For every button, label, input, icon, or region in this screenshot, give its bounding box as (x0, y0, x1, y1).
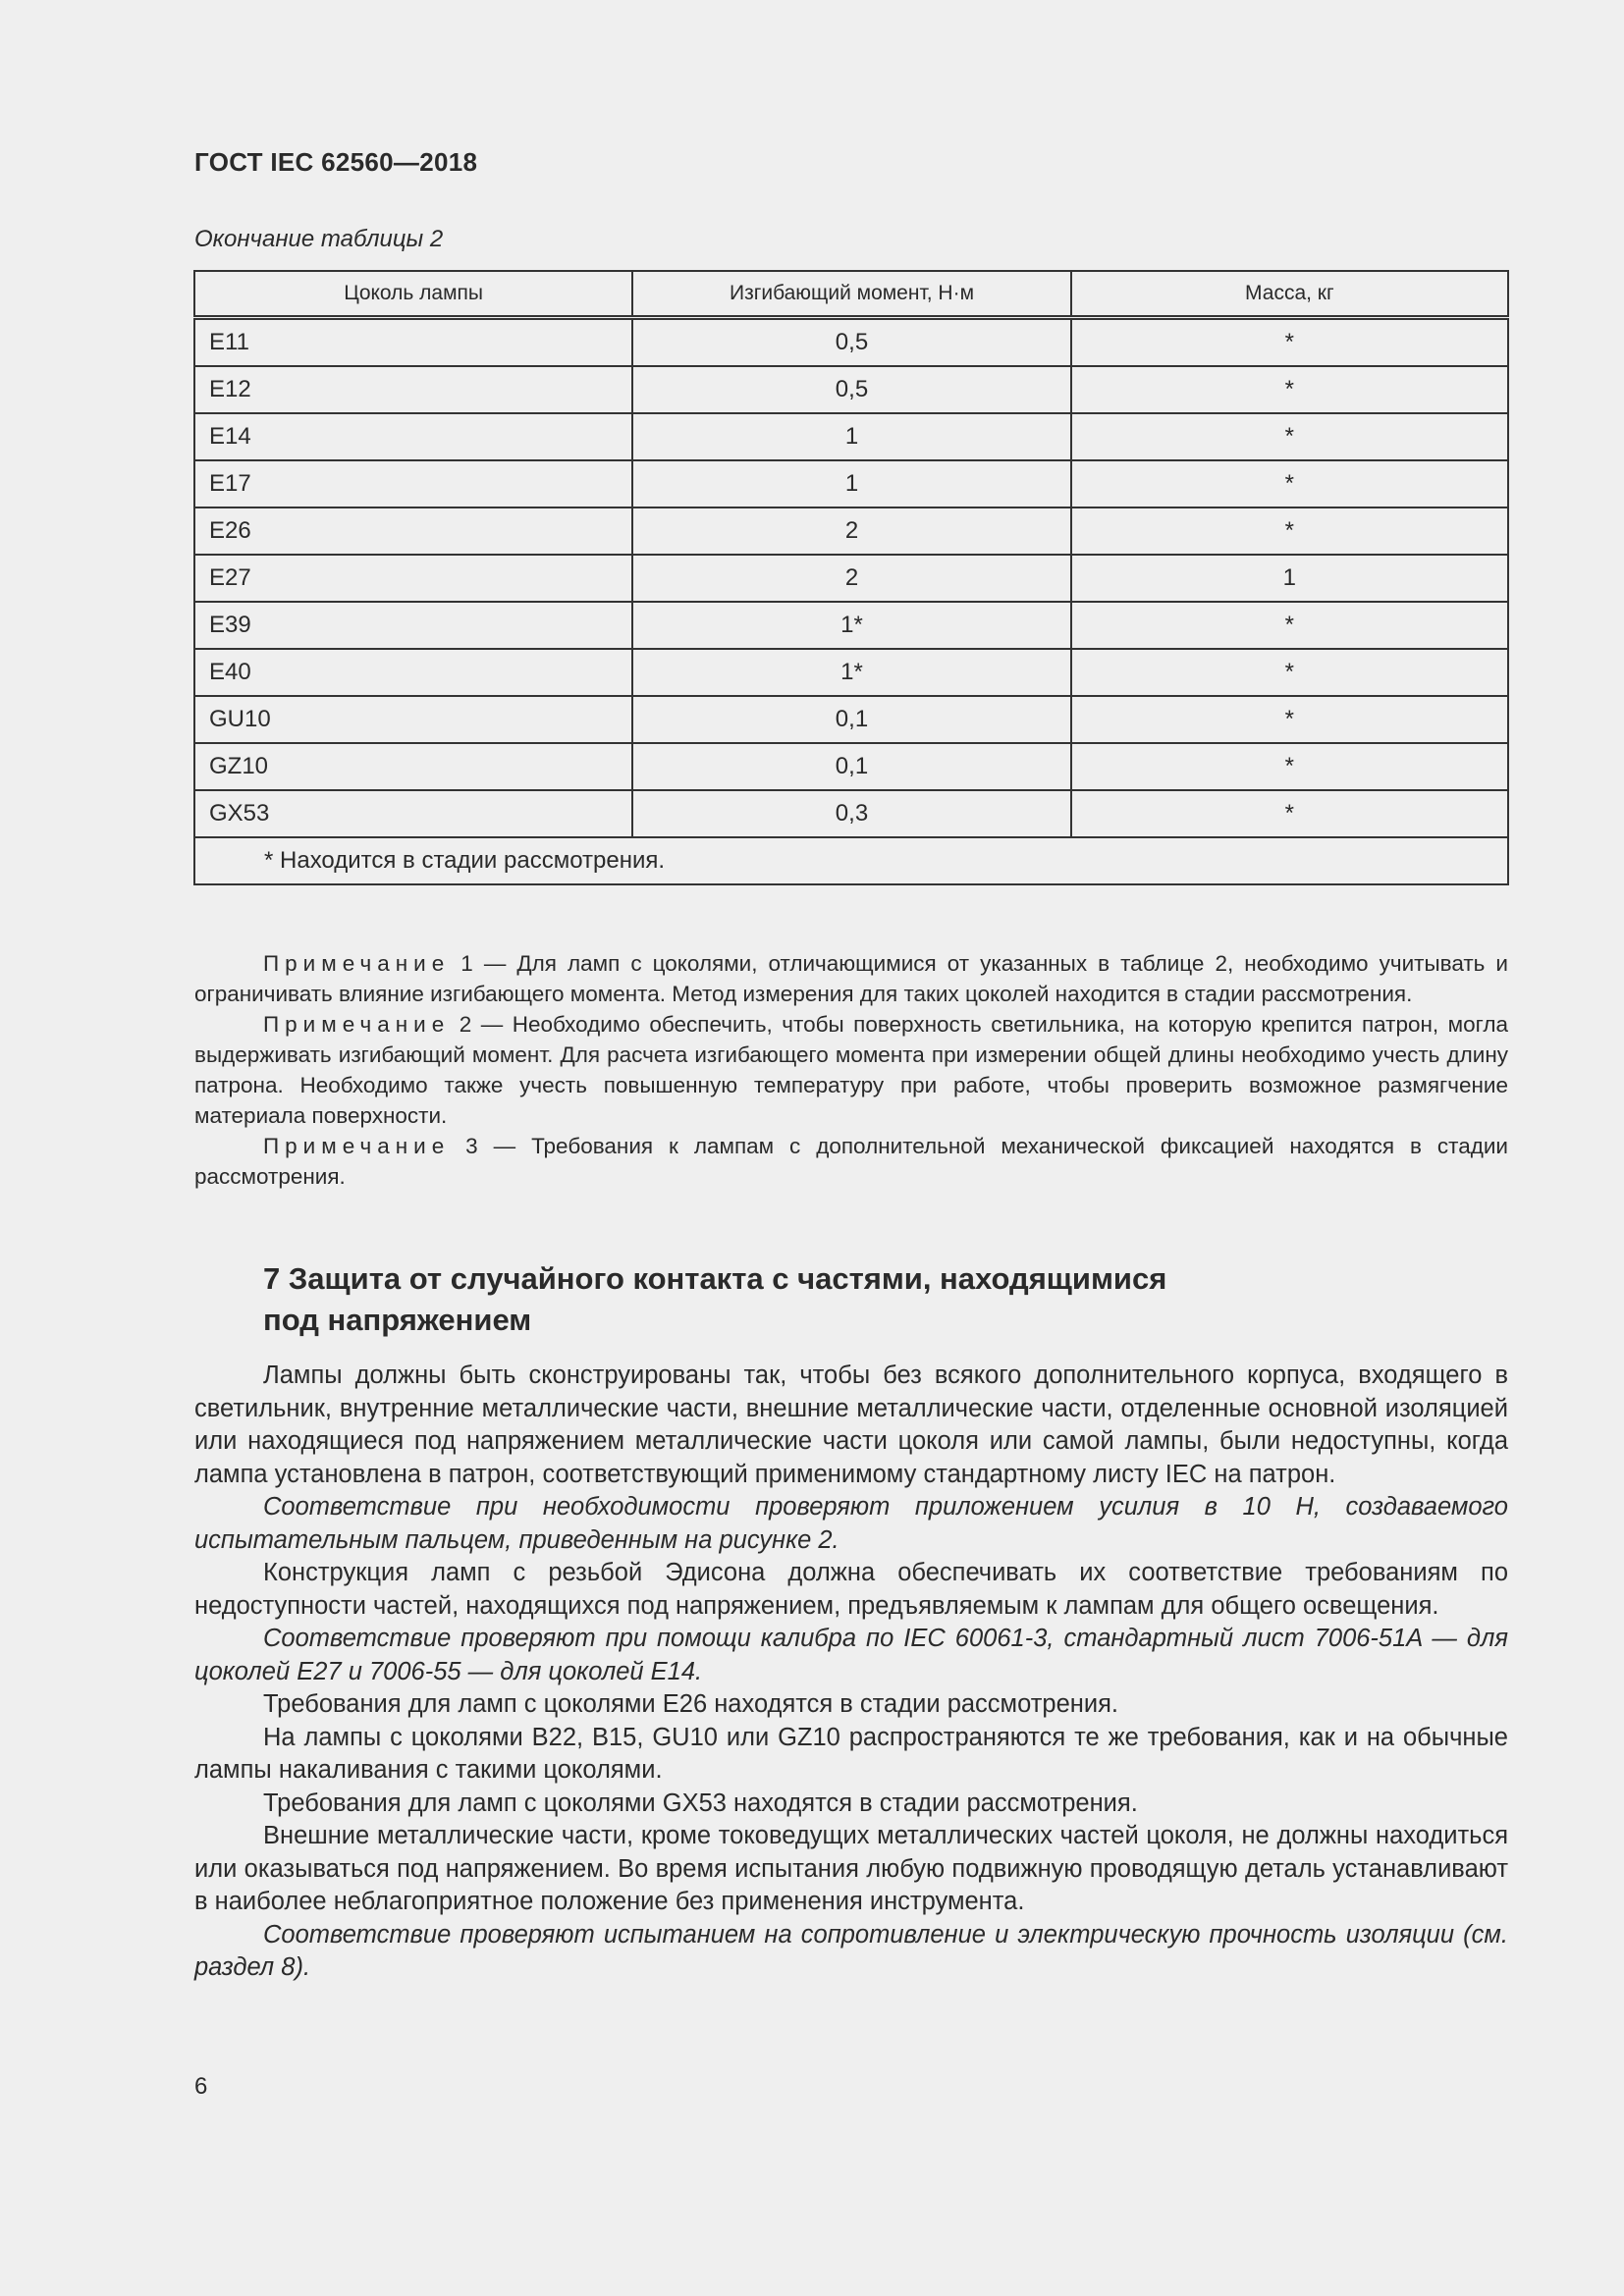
table-row (194, 507, 1508, 555)
table-row (194, 790, 1508, 837)
cell-bending-moment: 2 (632, 555, 1070, 602)
cell-cap: E40 (194, 649, 632, 696)
section-heading (263, 1258, 1441, 1341)
cell-mass: * (1071, 460, 1508, 507)
paragraph: Требования для ламп с цоколями E26 находятся в стадии рассмотрения. (263, 1690, 1118, 1718)
cell-bending-moment: 0,1 (632, 743, 1070, 790)
table-header-row (194, 271, 1508, 318)
cell-mass: * (1071, 318, 1508, 367)
paragraph: Конструкция ламп с резьбой Эдисона должна обеспечивать их соответствие требованиям по недоступности частей, находящихся под напряжением, предъявляемым к лампам для общего освещения. (194, 1559, 1508, 1620)
table-footnote-row (194, 837, 1508, 884)
lamp-cap-table (193, 270, 1509, 885)
note-label: Примечание (263, 1012, 451, 1037)
header-mass: Масса, кг (1071, 271, 1508, 318)
cell-mass: * (1071, 790, 1508, 837)
paragraph: На лампы с цоколями B22, B15, GU10 или GZ10 распространяются те же требования, как и на обычные лампы накаливания с такими цоколями. (194, 1723, 1508, 1784)
document-title: ГОСТ IEC 62560—2018 (194, 147, 478, 177)
cell-bending-moment: 0,5 (632, 318, 1070, 367)
note-3 (194, 1131, 1508, 1192)
table-row (194, 555, 1508, 602)
table-row (194, 696, 1508, 743)
cell-cap: GX53 (194, 790, 632, 837)
table-row (194, 649, 1508, 696)
cell-mass: * (1071, 413, 1508, 460)
table-row (194, 413, 1508, 460)
cell-mass: * (1071, 366, 1508, 413)
cell-mass: 1 (1071, 555, 1508, 602)
cell-bending-moment: 1* (632, 602, 1070, 649)
cell-cap: E11 (194, 318, 632, 367)
header-bending-moment: Изгибающий момент, Н·м (632, 271, 1070, 318)
table-caption: Окончание таблицы 2 (194, 226, 444, 252)
cell-mass: * (1071, 743, 1508, 790)
note-2 (194, 1009, 1508, 1131)
cell-cap: E17 (194, 460, 632, 507)
cell-cap: GU10 (194, 696, 632, 743)
note-label: Примечание (263, 1134, 451, 1158)
cell-mass: * (1071, 507, 1508, 555)
note-label: Примечание (263, 951, 451, 976)
cell-bending-moment: 0,1 (632, 696, 1070, 743)
cell-bending-moment: 1 (632, 460, 1070, 507)
cell-bending-moment: 0,3 (632, 790, 1070, 837)
table-row (194, 460, 1508, 507)
section-body (194, 1360, 1508, 1985)
cell-bending-moment: 2 (632, 507, 1070, 555)
cell-bending-moment: 1* (632, 649, 1070, 696)
note-1 (194, 948, 1508, 1009)
note-text: 2 — Необходимо обеспечить, чтобы поверхность светильника, на которую крепится патрон, могла выдерживать изгибающий момент. Для расчета изгибающего момента при измерении общей длины необходимо учесть длину патрона. Необходимо также учесть повышенную температуру при работе, чтобы проверить возможное размягчение материала поверхности. (194, 1012, 1508, 1128)
note-text: 1 — Для ламп с цоколями, отличающимися от указанных в таблице 2, необходимо учитывать и ограничивать влияние изгибающего момента. Метод измерения для таких цоколей находится в стадии рассмотрения. (194, 951, 1508, 1006)
compliance-paragraph: Соответствие при необходимости проверяют приложением усилия в 10 Н, создаваемого испытательным пальцем, приведенным на рисунке 2. (194, 1493, 1508, 1554)
table-row (194, 743, 1508, 790)
table-row (194, 366, 1508, 413)
cell-mass: * (1071, 602, 1508, 649)
table-footnote: * Находится в стадии рассмотрения. (194, 837, 1508, 884)
cell-mass: * (1071, 696, 1508, 743)
paragraph: Лампы должны быть сконструированы так, чтобы без всякого дополнительного корпуса, входящего в светильник, внутренние металлические части, внешние металлические части, отделенные основной изоляцией или находящиеся под напряжением металлические части цоколя или самой лампы, были недоступны, когда лампа установлена в патрон, соответствующий применимому стандартному листу IEC на патрон. (194, 1362, 1508, 1488)
cell-cap: E14 (194, 413, 632, 460)
note-text: 3 — Требования к лампам с дополнительной механической фиксацией находятся в стадии рассмотрения. (194, 1134, 1508, 1189)
header-cap: Цоколь лампы (194, 271, 632, 318)
compliance-paragraph: Соответствие проверяют при помощи калибра по IEC 60061-3, стандартный лист 7006-51A — для цоколей E27 и 7006-55 — для цоколей E14. (194, 1625, 1508, 1685)
cell-cap: E27 (194, 555, 632, 602)
table-row (194, 318, 1508, 367)
paragraph: Внешние металлические части, кроме токоведущих металлических частей цоколя, не должны находиться или оказываться под напряжением. Во время испытания любую подвижную проводящую деталь устанавливают в наиболее неблагоприятное положение без применения инструмента. (194, 1822, 1508, 1915)
cell-cap: E26 (194, 507, 632, 555)
cell-cap: E39 (194, 602, 632, 649)
page-number: 6 (194, 2073, 208, 2100)
cell-bending-moment: 1 (632, 413, 1070, 460)
cell-cap: GZ10 (194, 743, 632, 790)
section-heading-line: 7 Защита от случайного контакта с частями, находящимися (263, 1261, 1167, 1296)
compliance-paragraph: Соответствие проверяют испытанием на сопротивление и электрическую прочность изоляции (см. раздел 8). (194, 1920, 1508, 1981)
cell-mass: * (1071, 649, 1508, 696)
table-row (194, 602, 1508, 649)
cell-bending-moment: 0,5 (632, 366, 1070, 413)
section-heading-line: под напряжением (263, 1303, 532, 1337)
cell-cap: E12 (194, 366, 632, 413)
paragraph: Требования для ламп с цоколями GX53 находятся в стадии рассмотрения. (263, 1789, 1138, 1817)
notes-block (194, 948, 1508, 1192)
